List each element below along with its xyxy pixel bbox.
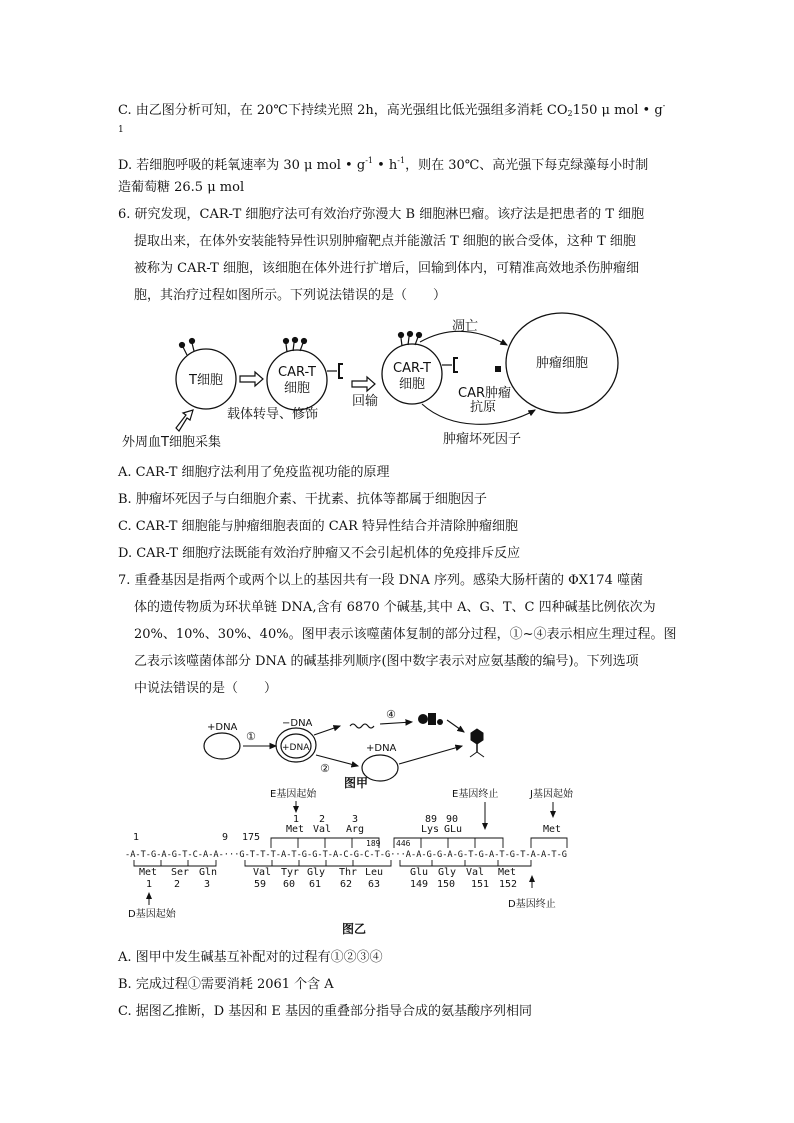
- bot-num-151: 151: [471, 879, 490, 890]
- q7-option-c: C. 据图乙推断，D 基因和 E 基因的重叠部分指导合成的氨基酸序列相同: [118, 1004, 533, 1019]
- q7-stem-line-4: 乙表示该噬菌体部分 DNA 的碱基排列顺序(图中数字表示对应氨基酸的编号)。下列选项: [134, 654, 639, 669]
- q5-option-c-text: C. 由乙图分析可知，在 20℃下持续光照 2h，高光强组比低光强组多消耗 CO: [118, 103, 568, 118]
- bot-aa-3: Gln: [199, 867, 218, 878]
- bot-aa-149: Glu: [410, 867, 429, 878]
- q6-stem-line-1: 6. 研究发现，CAR-T 细胞疗法可有效治疗弥漫大 B 细胞淋巴瘤。该疗法是把患者的 T 细胞: [118, 207, 645, 222]
- protein-icon: [418, 713, 443, 725]
- dna-sequence: -A-T-G-A-G-T-C-A-A-···G-T-T-T-A-T-G-G-T-A-C-G-C-T-G···A-A-G-G-A-G-T-G-A-T-G-T-A-A-T-G: [125, 850, 567, 860]
- d-start-label: D基因起始: [128, 909, 176, 920]
- top-num-e3: 3: [352, 814, 359, 825]
- q6-stem-line-3: 被称为 CAR-T 细胞，该细胞在体外进行扩增后，回输到体内，可精准高效地杀伤肿瘤细: [134, 261, 639, 276]
- step4-arrow: [380, 722, 412, 724]
- q6-option-d: D. CAR-T 细胞疗法既能有效治疗肿瘤又不会引起机体的免疫排斥反应: [118, 546, 521, 561]
- q5-option-d-wrap: 造葡萄糖 26.5 μ mol: [118, 180, 245, 195]
- top-num-1: 1: [133, 832, 140, 843]
- to-phage-arrow: [447, 720, 464, 732]
- q5-option-d-sup1: -1: [365, 156, 373, 165]
- bot-num-2: 2: [174, 879, 181, 890]
- bot-aa-61: Gly: [307, 867, 326, 878]
- q6-option-c: C. CAR-T 细胞能与肿瘤细胞表面的 CAR 特异性结合并清除肿瘤细胞: [118, 519, 518, 534]
- codon-brackets-top: [271, 838, 567, 848]
- top-num-175: 175: [242, 832, 261, 843]
- car-t-cell-2-label-a: CAR-T: [393, 361, 431, 376]
- car-antigen-label-a: CAR肿瘤: [458, 386, 512, 401]
- tumor-cell-label: 肿瘤细胞: [535, 356, 589, 371]
- top-aa-arg: Arg: [346, 824, 365, 835]
- q5-option-c-sup: -: [662, 101, 666, 110]
- car-t-cell-1-label-b: 细胞: [283, 381, 311, 396]
- top-aa-val: Val: [313, 824, 332, 835]
- to-mrna-arrow: [314, 726, 340, 735]
- plus-dna-inner-label: +DNA: [282, 743, 310, 753]
- q5-option-d-text-b: ，则在 30℃、高光强下每克绿藻每小时制: [405, 158, 649, 173]
- bot-num-149: 149: [410, 879, 429, 890]
- q5-option-d-sup2: -1: [397, 156, 406, 165]
- car-t-cell-2-label-b: 细胞: [398, 377, 426, 392]
- bot-num-152: 152: [499, 879, 518, 890]
- q5-option-d-text-a: D. 若细胞呼吸的耗氧速率为 30 μ mol • g: [118, 158, 366, 173]
- bot-num-60: 60: [283, 879, 296, 890]
- bot-aa-1: Met: [139, 867, 158, 878]
- q6-option-a: A. CAR-T 细胞疗法利用了免疫监视功能的原理: [118, 465, 390, 480]
- co2-subscript: 2: [567, 109, 573, 118]
- e-end-label: E基因终止: [452, 789, 499, 800]
- bot-num-59: 59: [254, 879, 267, 890]
- bot-aa-60: Tyr: [281, 867, 300, 878]
- top-aa-met-j: Met: [543, 824, 562, 835]
- car-t-cell-1-label-a: CAR-T: [278, 365, 316, 380]
- bot-aa-63: Leu: [365, 867, 384, 878]
- vector-label: 载体转导、修饰: [227, 407, 319, 422]
- top-num-189: 189: [366, 839, 381, 848]
- bot-aa-62: Thr: [339, 867, 358, 878]
- collect-label: 外周血T细胞采集: [122, 435, 221, 450]
- bot-aa-150: Gly: [438, 867, 457, 878]
- mrna-wave-icon: [350, 724, 374, 728]
- q7-stem-line-2: 体的遗传物质为环状单链 DNA,含有 6870 个碱基,其中 A、G、T、C 四种碱基比例依次为: [134, 600, 656, 615]
- step2-label: ②: [320, 762, 330, 775]
- t-cell-label: T细胞: [189, 373, 223, 388]
- q7-stem-line-5: 中说法错误的是（ ）: [134, 681, 278, 696]
- q7-option-b: B. 完成过程①需要消耗 2061 个含 A: [118, 977, 334, 992]
- plus-dna-circle-left: [204, 733, 240, 759]
- q6-option-b: B. 肿瘤坏死因子与白细胞介素、干扰素、抗体等都属于细胞因子: [118, 492, 487, 507]
- e-start-label: E基因起始: [270, 789, 317, 800]
- bot-num-3: 3: [204, 879, 211, 890]
- bot-num-150: 150: [437, 879, 456, 890]
- top-num-89: 89: [425, 814, 438, 825]
- q6-stem-line-4: 胞，其治疗过程如图所示。下列说法错误的是（ ）: [134, 288, 447, 303]
- bot-num-1: 1: [146, 879, 153, 890]
- top-num-e1: 1: [293, 814, 300, 825]
- bot-num-63: 63: [368, 879, 381, 890]
- q5-option-c-wrap: 1: [118, 125, 124, 135]
- top-aa-met-e: Met: [286, 824, 305, 835]
- reinfuse-label: 回输: [352, 394, 379, 409]
- plus-dna-label-right: +DNA: [366, 743, 397, 754]
- fig-jia-caption: 图甲: [344, 776, 369, 790]
- step1-label: ①: [246, 730, 256, 743]
- bot-num-61: 61: [309, 879, 322, 890]
- bot-aa-2: Ser: [171, 867, 190, 878]
- q7-option-a: A. 图甲中发生碱基互补配对的过程有①②③④: [118, 950, 383, 965]
- tnf-label: 肿瘤坏死因子: [443, 432, 522, 447]
- minus-dna-label: −DNA: [282, 718, 313, 729]
- bot-aa-59: Val: [253, 867, 272, 878]
- q7-stem-line-3: 20%、10%、30%、40%。图甲表示该噬菌体复制的部分过程，①~④表示相应生理过程。图: [134, 627, 677, 642]
- fig-yi-caption: 图乙: [342, 922, 367, 936]
- top-aa-lys: Lys: [421, 824, 440, 835]
- apoptosis-label: 凋亡: [452, 319, 479, 334]
- top-num-446: 446: [396, 839, 411, 848]
- step4-label: ④: [386, 708, 396, 721]
- bot-aa-151: Val: [466, 867, 485, 878]
- q5-option-d-mid: • h: [372, 158, 398, 173]
- to-phage-lower-arrow: [399, 746, 462, 764]
- d-end-label: D基因终止: [508, 899, 556, 910]
- codon-brackets-bottom: [134, 860, 531, 866]
- top-num-9: 9: [222, 832, 229, 843]
- q6-stem-line-2: 提取出来，在体外安装能特异性识别肿瘤靶点并能激活 T 细胞的嵌合受体，这种 T 细胞: [134, 234, 636, 249]
- plus-dna-label-left: +DNA: [207, 722, 238, 733]
- q7-stem-line-1: 7. 重叠基因是指两个或两个以上的基因共有一段 DNA 序列。感染大肠杆菌的 ΦX174 噬菌: [118, 573, 643, 588]
- top-num-e2: 2: [319, 814, 326, 825]
- j-start-label: J基因起始: [530, 789, 573, 800]
- bot-num-62: 62: [340, 879, 353, 890]
- top-aa-glu: GLu: [444, 824, 463, 835]
- phage-icon: [470, 729, 484, 757]
- top-num-90: 90: [446, 814, 459, 825]
- car-antigen-label-b: 抗原: [470, 400, 497, 415]
- bot-aa-152: Met: [498, 867, 517, 878]
- q5-option-c-tail: 150 μ mol • g: [572, 103, 663, 118]
